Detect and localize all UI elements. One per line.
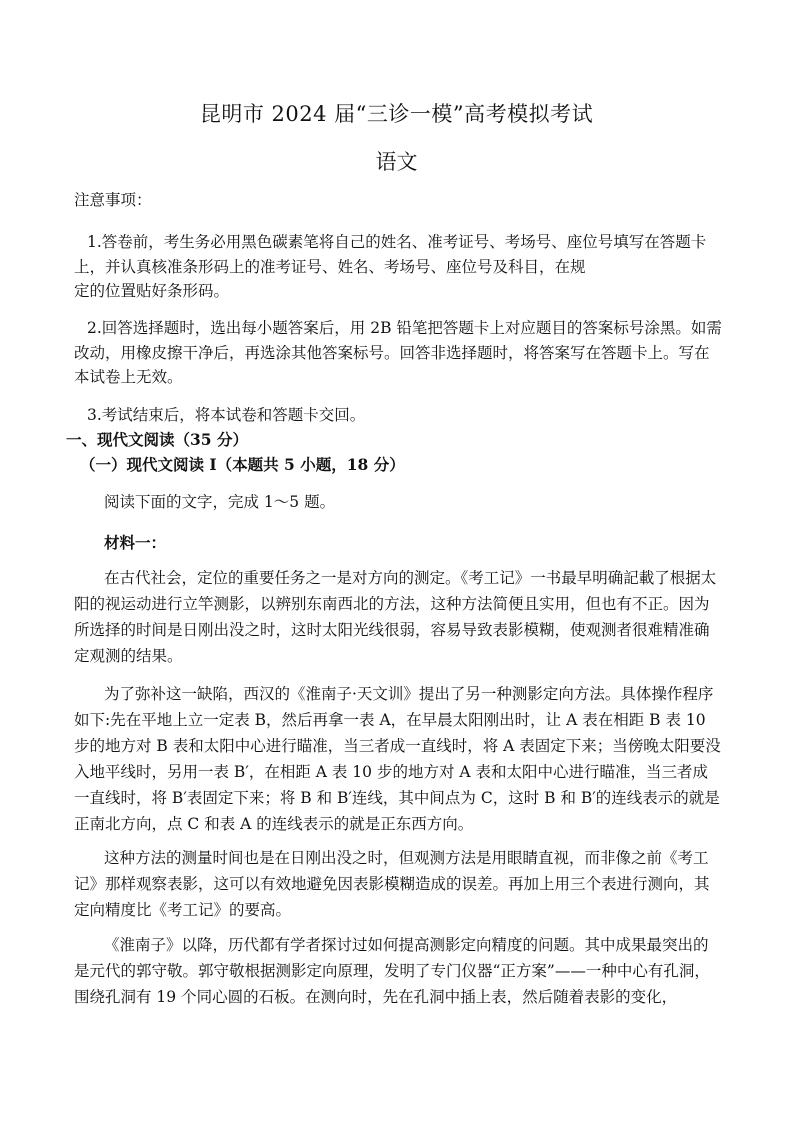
notice-heading: 注意事项：: [74, 191, 152, 209]
paragraph: 这种方法的测量时间也是在日刚出没之时，但观测方法是用眼睛直视，而非像之前《考工记》那样观察表影，这可以有效地避免因表影模糊造成的误差。再加上用三个表进行测向，其定向精度比《考工记》的要高。: [74, 849, 710, 919]
subsection-heading: （一）现代文阅读 I（本题共 5 小题，18 分）: [80, 455, 405, 474]
notice-item-3: 3.考试结束后，将本试卷和答题卡交回。: [87, 406, 366, 424]
exam-title: 昆明市 2024 届“三诊一模”高考模拟考试: [199, 102, 594, 126]
notice-item-2: 2.回答选择题时，选出每小题答案后，用 2B 铅笔把答题卡上对应题目的答案标号涂黑。如需改动，用橡皮擦干净后，再选涂其他答案标号。回答非选择题时，将答案写在答题卡上。写在本试卷上无效。: [74, 319, 722, 386]
paragraph: 在古代社会，定位的重要任务之一是对方向的测定。《考工记》一书最早明确記載了根据太阳的视运动进行立竿测影，以辨别东南西北的方法，这种方法简便且实用，但也有不正。因为所选择的时间是日刚出没之时，这时太阳光线很弱，容易导致表影模糊，使观测者很难精准确定观测的结果。: [74, 569, 717, 665]
section-heading: 一、现代文阅读（35 分）: [66, 430, 248, 449]
reading-instruction: 阅读下面的文字，完成 1～5 题。: [104, 493, 336, 511]
paragraph: 《淮南子》以降，历代都有学者探讨过如何提高测影定向精度的问题。其中成果最突出的是元代的郭守敬。郭守敬根据测影定向原理，发明了专门仪器“正方案”——一种中心有孔洞，围绕孔洞有 19 个同心圆的石板。在测向时，先在孔洞中插上表，然后随着表影的变化，: [74, 936, 710, 1006]
paragraph: 为了弥补这一缺陷，西汉的《淮南子·天文训》提出了另一种测影定向方法。具体操作程序如下:先在平地上立一定表 B，然后再拿一表 A，在早晨太阳刚出时，让 A 表在相距 B 表 10 步的地方对 B 表和太阳中心进行瞄准，当三者成一直线时，将 A 表固定下来；当傍晚太阳要没入地平线时，另用一表 B′，在相距 A 表 10 步的地方对 A 表和太阳中心进行瞄准，当三者成一直线时，将 B′表固定下来；将 B 和 B′连线，其中间点为 C，这时 B 和 B′的连线表示的就是正南北方向，点 C 和表 A 的连线表示的就是正东西方向。: [74, 685, 721, 833]
notice-item-1-text: 1.答卷前，考生务必用黑色碳素笔将自己的姓名、准考证号、考场号、座位号填写在答题卡上，并认真核准条形码上的准考证号、姓名、考场号、座位号及科目，在规: [74, 233, 707, 276]
notice-item-1: [74, 230, 722, 304]
subject-title: 语文: [375, 150, 418, 174]
material-label: 材料一：: [104, 533, 167, 552]
notice-item-1-cont: 定的位置贴好条形码。: [74, 282, 230, 300]
